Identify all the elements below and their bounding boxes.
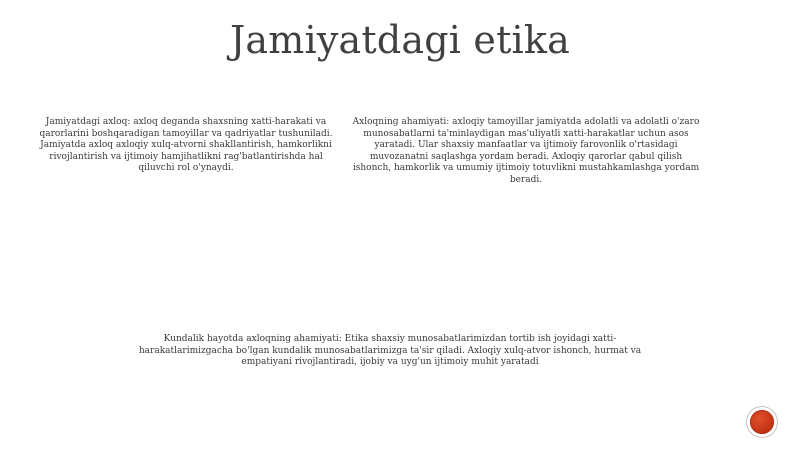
paragraph-ethics-in-daily-life: Kundalik hayotda axloqning ahamiyati: Etika shaxsiy munosabatlarimizdan tortib ish joyidagi xatti-harakatlarimizgacha bo'lgan kundalik munosabatlarimizga ta'sir qiladi. Axloqiy xulq-atvor ishonch, hurmat va empatiyani rivojlantiradi, ijobiy va uyg'un ijtimoiy muhit yaratadi	[138, 334, 642, 367]
slide-title: Jamiyatdagi etika	[229, 18, 570, 62]
next-slide-button[interactable]	[747, 407, 777, 437]
paragraph-ethics-in-society: Jamiyatdagi axloq: axloq deganda shaxsning xatti-harakati va qarorlarini boshqaradigan tamoyillar va qadriyatlar tushuniladi. Jamiyatda axloq axloqiy xulq-atvorni shakllantirish, hamkorlikni rivojlantirish va ijtimoiy hamjihatlikni rag'batlantirishda hal qiluvchi rol o'ynaydi.	[39, 117, 333, 173]
paragraph-importance-of-ethics: Axloqning ahamiyati: axloqiy tamoyillar jamiyatda adolatli va adolatli o'zaro munosabatlarni ta'minlaydigan mas'uliyatli xatti-harakatlar uchun asos yaratadi. Ular shaxsiy manfaatlar va ijtimoiy farovonlik o'rtasidagi muvozanatni saqlashga yordam beradi. Axloqiy qarorlar qabul qilish ishonch, hamkorlik va umumiy ijtimoiy totuvlikni mustahkamlashga yordam beradi.	[352, 117, 700, 185]
next-slide-circle-icon	[750, 410, 774, 434]
